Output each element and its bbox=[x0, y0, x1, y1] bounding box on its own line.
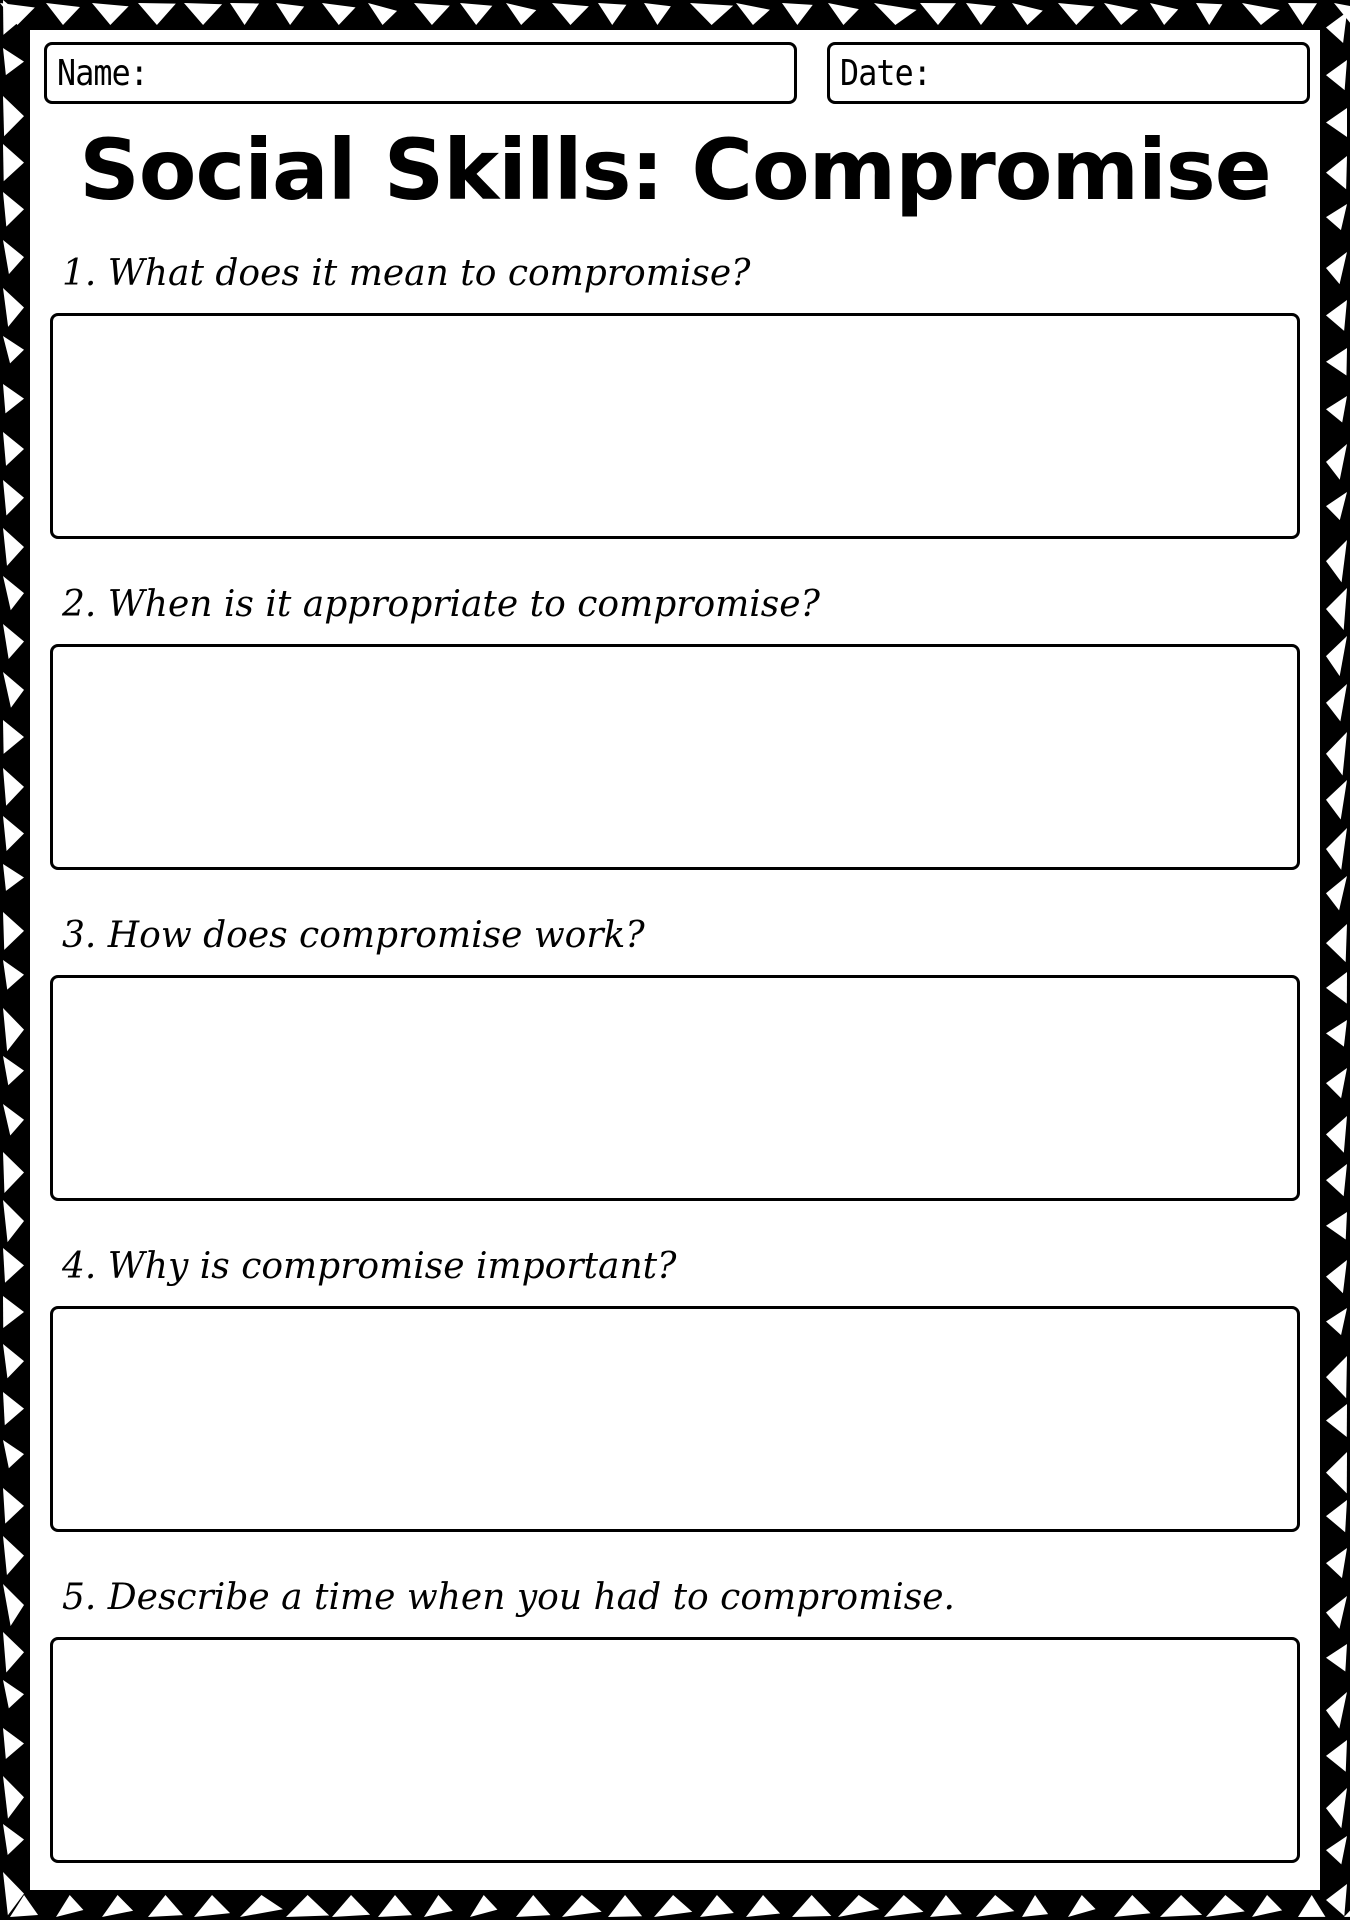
question-4: 4. Why is compromise important? bbox=[62, 1246, 677, 1287]
answer-box-4[interactable] bbox=[50, 1306, 1300, 1532]
page-title: Social Skills: Compromise bbox=[79, 121, 1271, 219]
date-label: Date: bbox=[840, 52, 931, 94]
question-1: 1. What does it mean to compromise? bbox=[62, 253, 751, 294]
answer-box-3[interactable] bbox=[50, 975, 1300, 1201]
name-field[interactable] bbox=[44, 42, 797, 104]
question-3: 3. How does compromise work? bbox=[62, 915, 645, 956]
answer-box-1[interactable] bbox=[50, 313, 1300, 539]
worksheet-page bbox=[30, 30, 1320, 1890]
answer-box-2[interactable] bbox=[50, 644, 1300, 870]
name-label: Name: bbox=[57, 52, 148, 94]
question-5: 5. Describe a time when you had to compromise. bbox=[62, 1577, 955, 1618]
answer-box-5[interactable] bbox=[50, 1637, 1300, 1863]
date-field[interactable] bbox=[827, 42, 1310, 104]
question-2: 2. When is it appropriate to compromise? bbox=[62, 584, 820, 625]
